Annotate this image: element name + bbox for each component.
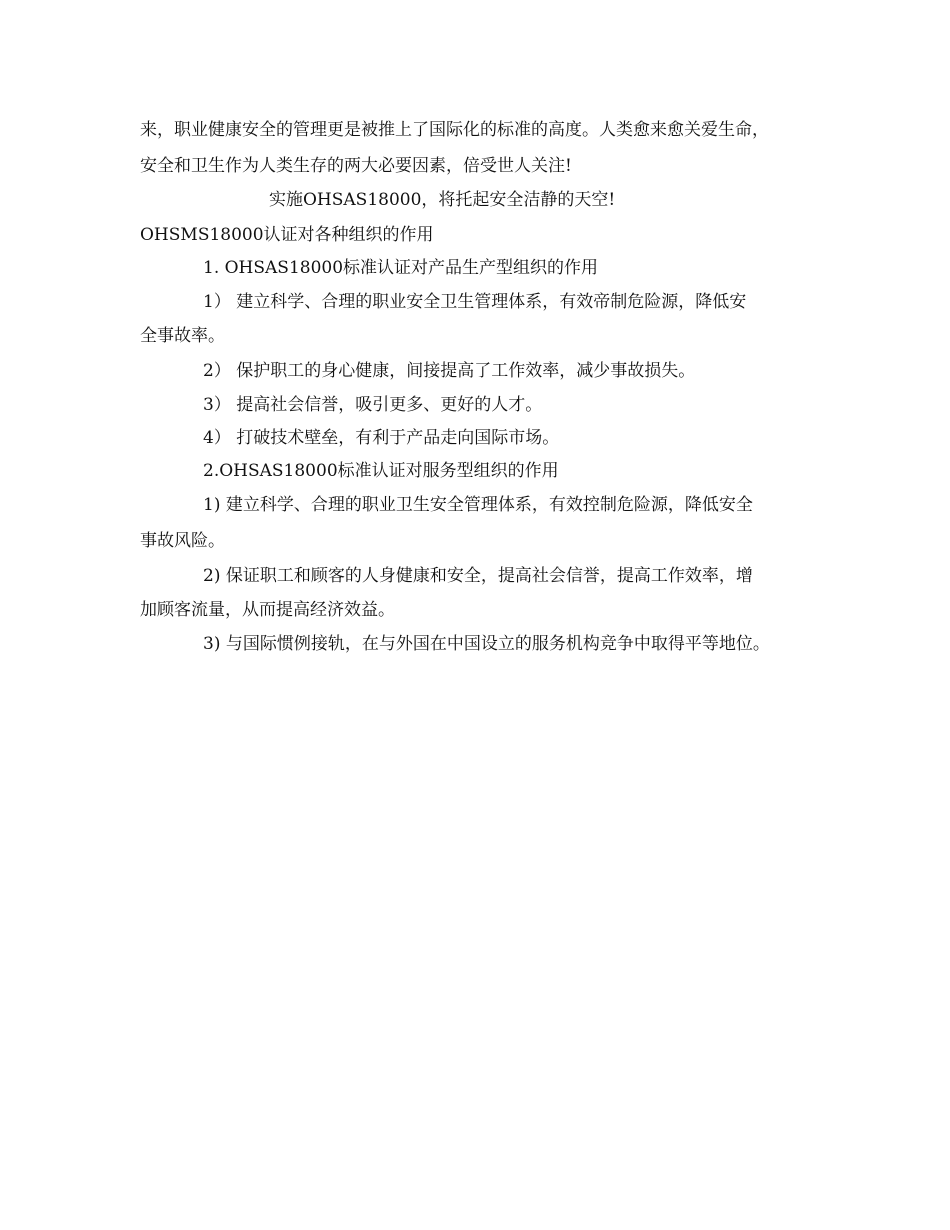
list-item-line: 4） 打破技术壁垒，有利于产品走向国际市场。: [203, 428, 560, 448]
list-item-line: 1） 建立科学、合理的职业安全卫生管理体系，有效帝制危险源，降低安: [203, 292, 747, 312]
list-item-line: 加顾客流量，从而提高经济效益。: [140, 600, 395, 620]
list-item-line: 1) 建立科学、合理的职业卫生安全管理体系，有效控制危险源，降低安全: [203, 495, 753, 515]
list-item-line: 事故风险。: [140, 531, 225, 551]
list-item-line: 全事故率。: [140, 326, 225, 346]
list-item-line: 3) 与国际惯例接轨，在与外国在中国设立的服务机构竞争中取得平等地位。: [203, 634, 770, 654]
list-item-line: 2) 保证职工和顾客的人身健康和安全，提高社会信誉，提高工作效率，增: [203, 566, 753, 586]
list-item-line: 3） 提高社会信誉，吸引更多、更好的人才。: [203, 395, 543, 415]
subsection-heading: 2.OHSAS18000标准认证对服务型组织的作用: [203, 461, 559, 481]
paragraph-line: 安全和卫生作为人类生存的两大必要因素，倍受世人关注!: [140, 156, 572, 176]
paragraph-line: 来，职业健康安全的管理更是被推上了国际化的标准的高度。人类愈来愈关爱生命，: [140, 120, 769, 140]
slogan-line: 实施OHSAS18000，将托起安全洁静的天空!: [269, 190, 616, 210]
section-heading: OHSMS18000认证对各种组织的作用: [140, 225, 434, 245]
list-item-line: 2） 保护职工的身心健康，间接提高了工作效率，减少事故损失。: [203, 361, 696, 381]
subsection-heading: 1. OHSAS18000标准认证对产品生产型组织的作用: [203, 258, 599, 278]
